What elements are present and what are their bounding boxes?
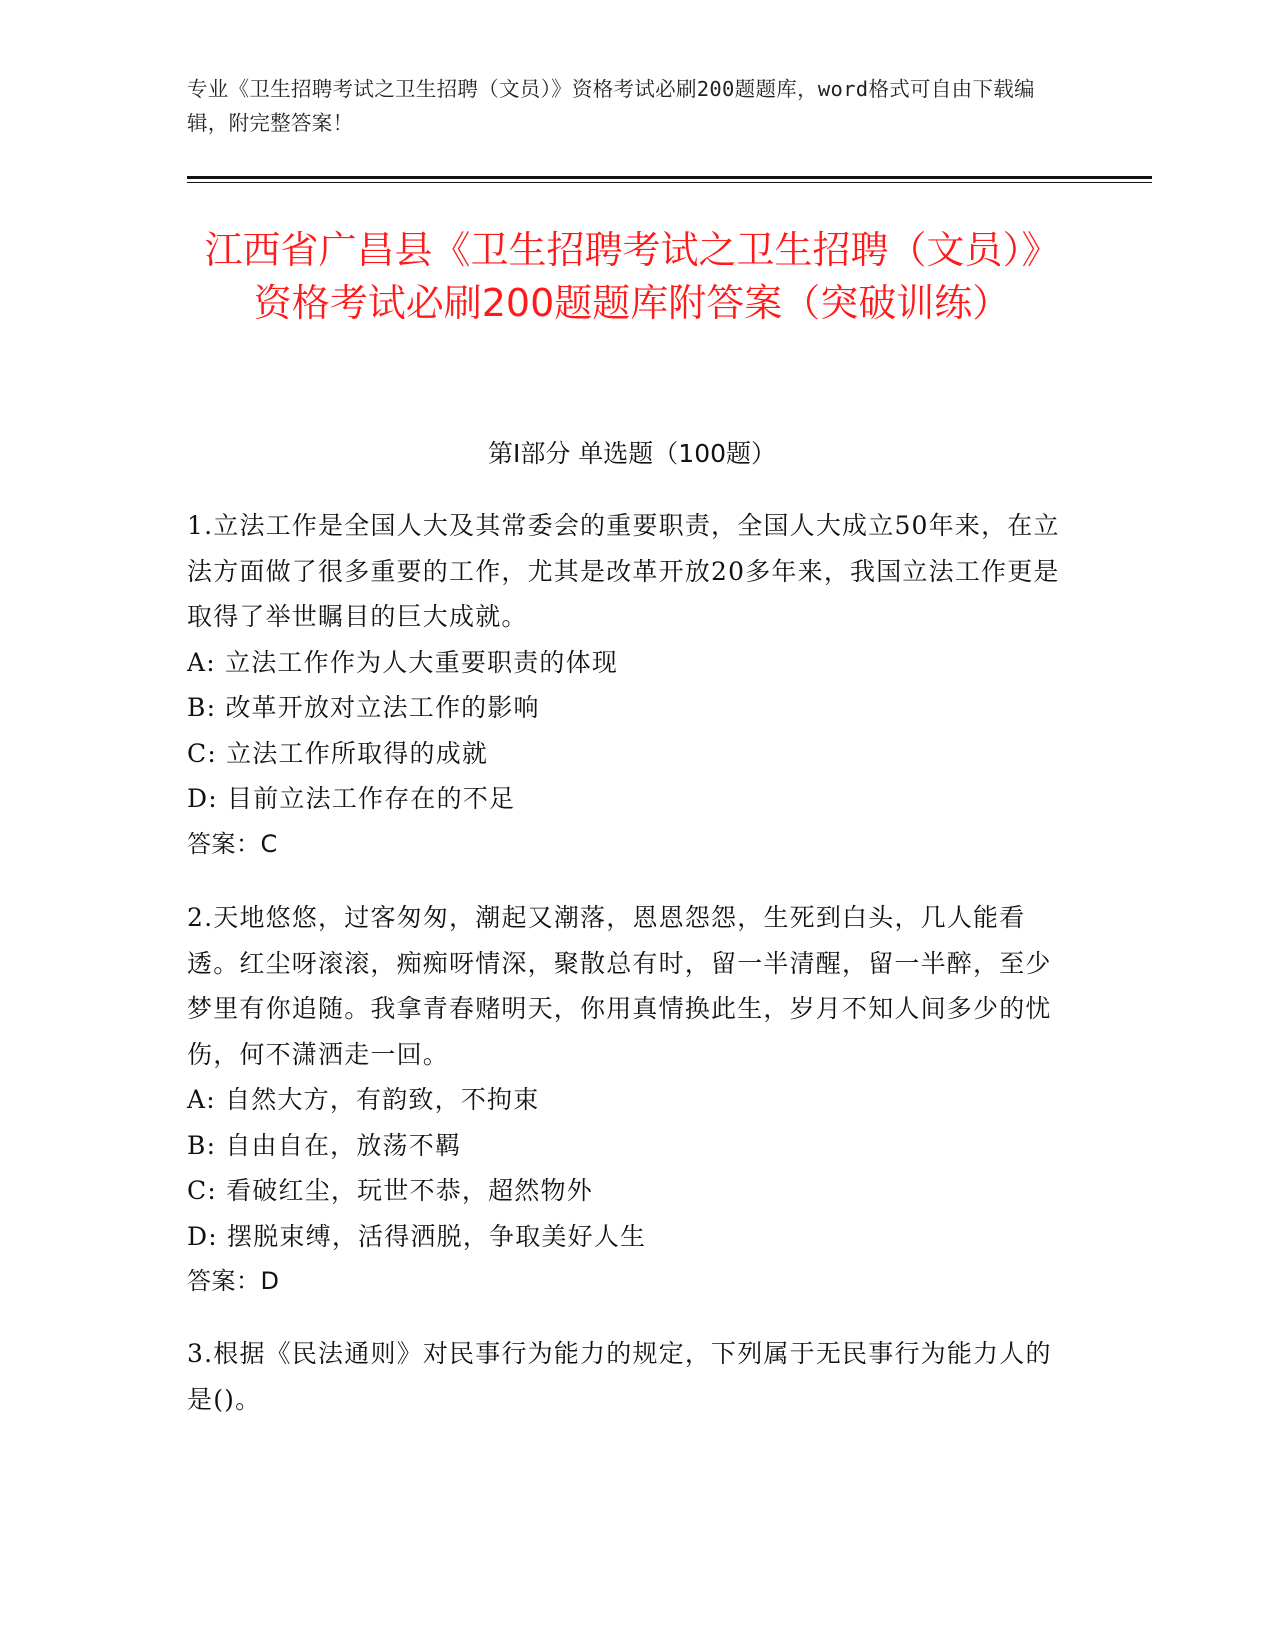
option-c: C: 立法工作所取得的成就 [187,738,489,768]
option-d: D: 目前立法工作存在的不足 [187,784,516,813]
option-d: D: 摆脱束缚，活得洒脱，争取美好人生 [187,1221,647,1251]
answer: 答案：D [187,1267,280,1295]
question-3 [187,1331,1077,1422]
question-stem: 3.根据《民法通则》对民事行为能力的规定，下列属于无民事行为能力人的是()。 [187,1339,1052,1414]
option-c: C: 看破红尘，玩世不恭，超然物外 [187,1176,593,1205]
answer: 答案：C [187,829,278,858]
question-stem: 1.立法工作是全国人大及其常委会的重要职责，全国人大成立50年来，在立法方面做了很多重要的工作，尤其是改革开放20多年来，我国立法工作更是取得了举世瞩目的巨大成就。 [187,511,1060,631]
header-rule-thick [187,176,1152,179]
option-b: B: 改革开放对立法工作的影响 [187,693,540,722]
section-heading: 第Ⅰ部分 单选题（100题） [487,439,777,468]
question-stem: 2.天地悠悠，过客匆匆，潮起又潮落，恩恩怨怨，生死到白头，几人能看透。红尘呀滚滚，痴痴呀情深，聚散总有时，留一半清醒，留一半醉，至少梦里有你追随。我拿青春赌明天，你用真情换此生，岁月不知人间多少的忧伤，何不潇洒走一回。 [187,903,1052,1069]
option-a: A: 自然大方，有韵致，不拘束 [187,1085,540,1114]
header-rule-thin [187,182,1152,183]
document-title: 江西省广昌县《卫生招聘考试之卫生招聘（文员）》资格考试必刷200题题库附答案（突破训练） [204,228,1060,325]
question-1 [187,503,1077,867]
question-2 [187,895,1077,1305]
option-b: B: 自由自在，放荡不羁 [187,1130,462,1160]
option-a: A: 立法工作作为人大重要职责的体现 [187,647,619,677]
header-note: 专业《卫生招聘考试之卫生招聘（文员）》资格考试必刷200题题库，word格式可自由下载编辑，附完整答案！ [187,77,1035,135]
